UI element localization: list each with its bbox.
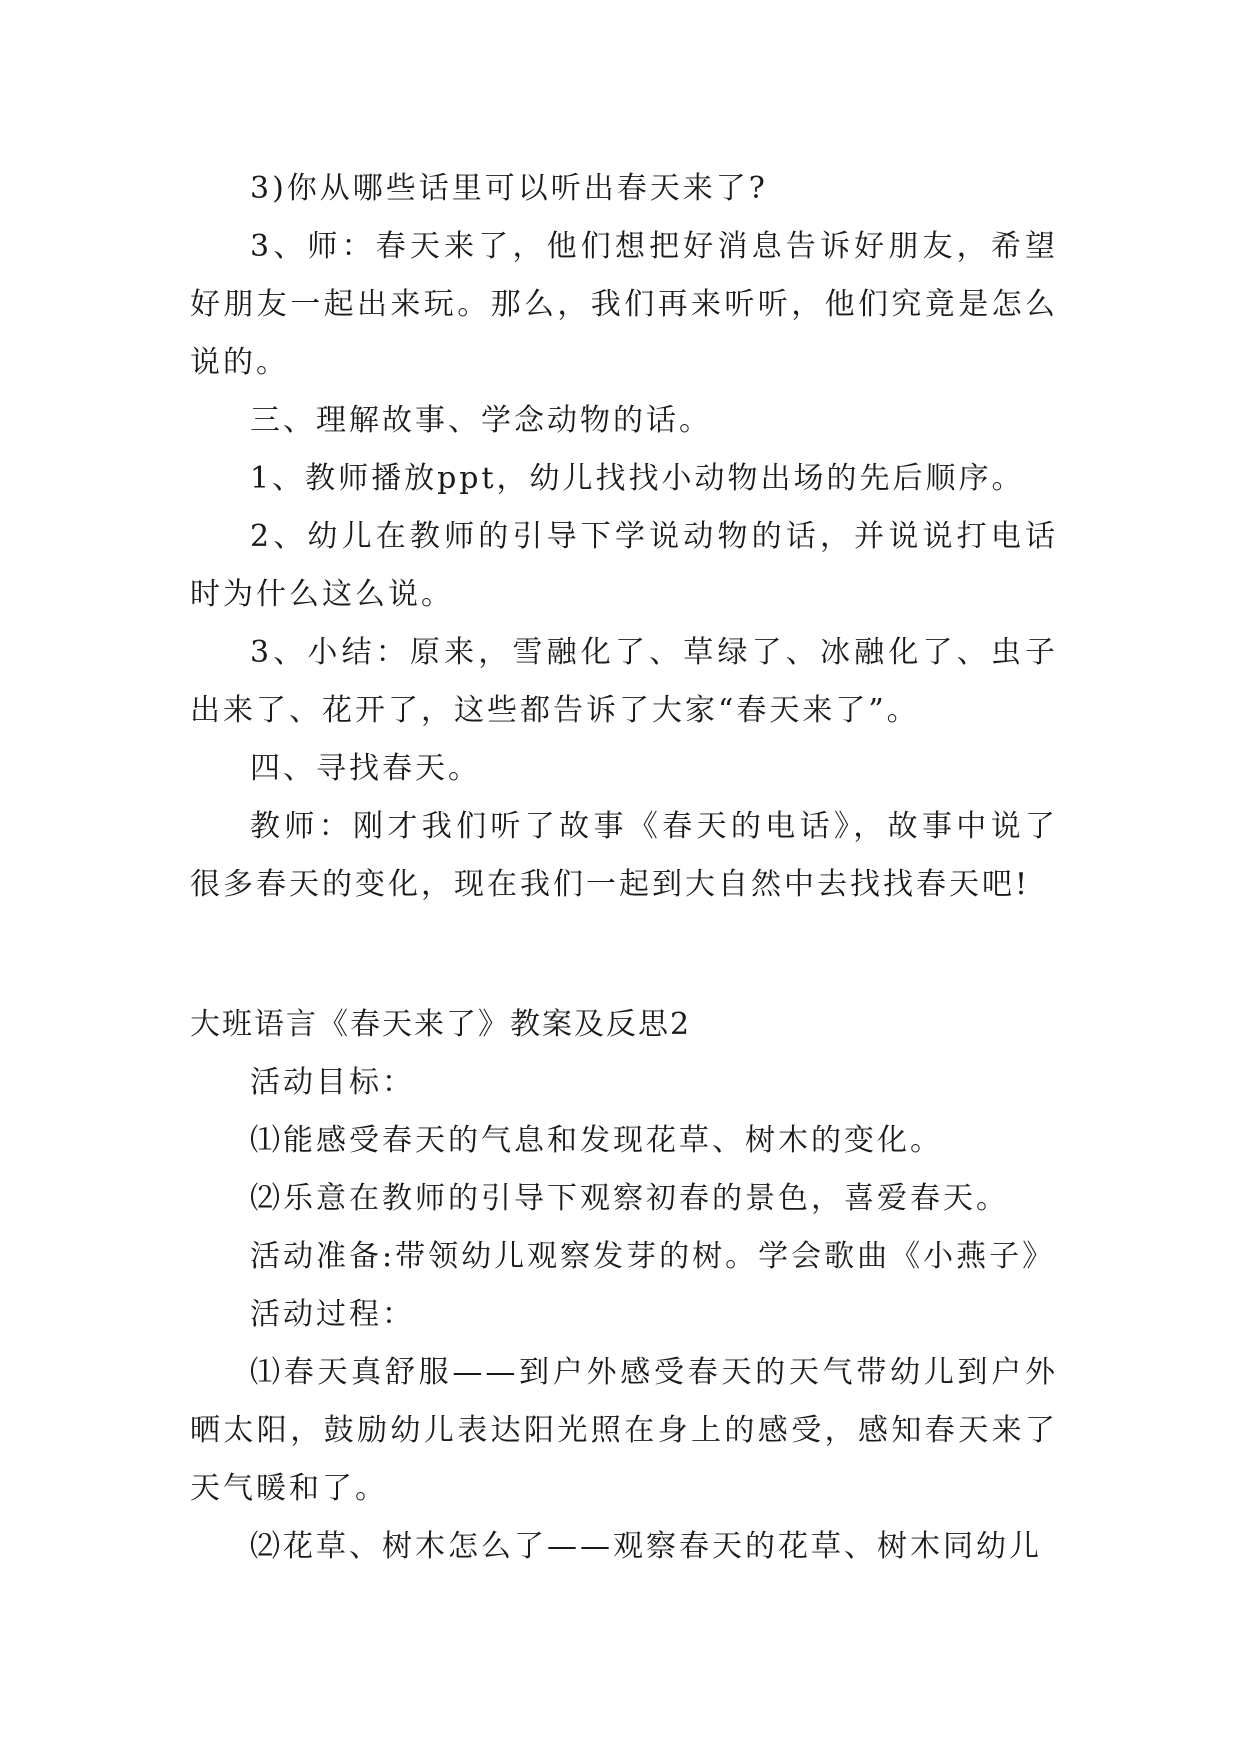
paragraph: ⑵乐意在教师的引导下观察初春的景色，喜爱春天。: [250, 1181, 1009, 1216]
paragraph: 1、教师播放ppt，幼儿找找小动物出场的先后顺序。: [250, 461, 1025, 496]
paragraph: ⑵花草、树木怎么了——观察春天的花草、树木同幼儿: [250, 1529, 1042, 1564]
section-heading: 三、理解故事、学念动物的话。: [250, 403, 712, 438]
paragraph: ⑴能感受春天的气息和发现花草、树木的变化。: [250, 1123, 943, 1158]
paragraph: 3、小结：原来，雪融化了、草绿了、冰融化了、虫子出来了、花开了，这些都告诉了大家“春天来了”。: [190, 635, 1058, 728]
section-heading: 四、寻找春天。: [250, 751, 481, 786]
paragraph: ⑴春天真舒服——到户外感受春天的天气带幼儿到户外晒太阳，鼓励幼儿表达阳光照在身上的感受，感知春天来了天气暖和了。: [190, 1355, 1058, 1506]
paragraph: 3、师：春天来了，他们想把好消息告诉好朋友，希望好朋友一起出来玩。那么，我们再来听听，他们究竟是怎么说的。: [190, 229, 1058, 380]
document-title: 大班语言《春天来了》教案及反思2: [190, 1007, 692, 1042]
document-body: [190, 160, 1058, 1576]
paragraph: 活动过程：: [250, 1297, 415, 1332]
paragraph: 教师：刚才我们听了故事《春天的电话》，故事中说了很多春天的变化，现在我们一起到大自然中去找找春天吧!: [190, 809, 1058, 902]
paragraph: 活动准备:带领幼儿观察发芽的树。学会歌曲《小燕子》: [250, 1239, 1056, 1274]
paragraph: 活动目标：: [250, 1065, 415, 1100]
paragraph: 3)你从哪些话里可以听出春天来了?: [250, 171, 768, 206]
paragraph: 2、幼儿在教师的引导下学说动物的话，并说说打电话时为什么这么说。: [190, 519, 1058, 612]
